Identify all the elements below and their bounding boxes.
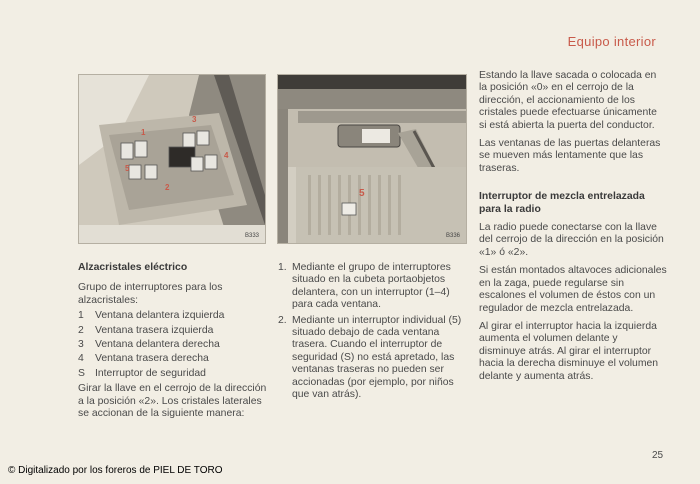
list-item: 4 Ventana trasera derecha — [78, 353, 209, 365]
numbered-item: 1. Mediante el grupo de interruptores situado en la cubeta portaobjetos delantera, con un interruptor (1–4) para cada ventana. — [278, 262, 451, 311]
callout-1: 1 — [141, 128, 146, 137]
switch-group-illustration — [79, 75, 265, 243]
figure-code-left: B333 — [245, 233, 260, 239]
intro-text: Grupo de interruptores para los alzacristales: — [78, 282, 223, 306]
scan-credit: © Digitalizado por los foreros de PIEL DE TORO — [8, 465, 223, 476]
section-title: Equipo interior — [567, 34, 656, 49]
column-3 — [479, 70, 667, 389]
callout-5: 5 — [125, 164, 130, 173]
numbered-item: 2. Mediante un interruptor individual (5) situado debajo de cada ventana trasera. Cuando el interruptor de seguridad (S) no está apretado, las ventanas traseras no pueden ser accionadas (por ejemplo, por niños que van atrás). — [278, 314, 462, 401]
list-item: 3 Ventana delantera derecha — [78, 339, 220, 351]
column-1 — [78, 262, 270, 426]
heading-window-lifter: Alzacristales eléctrico — [78, 262, 188, 273]
switch-group-photo — [78, 74, 266, 244]
list-item: 1 Ventana delantera izquierda — [78, 310, 225, 322]
rear-door-illustration — [278, 75, 466, 243]
paragraph: Al girar el interruptor hacia la izquierda aumenta el volumen delante y disminuye atrás. Al girar el interruptor hacia la derecha disminuye el volumen delante y aumenta atrás. — [479, 320, 659, 382]
heading-radio-fader: Interruptor de mezcla entrelazada para la radio — [479, 191, 645, 215]
key-instruction-text: Girar la llave en el cerrojo de la dirección a la posición «2». Los cristales laterales se accionan de la siguiente manera: — [78, 383, 267, 420]
paragraph: La radio puede conectarse con la llave del cerrojo de la dirección en la posición «1» ó «2». — [479, 222, 664, 258]
rear-door-switch-photo — [277, 74, 467, 244]
paragraph: Si están montados altavoces adicionales en la zaga, puede regularse sin escalones el volumen de éstos con un regulador de mezcla entrelazada. — [479, 265, 667, 314]
callout-3: 3 — [192, 115, 197, 124]
list-item: S Interruptor de seguridad — [78, 367, 206, 379]
list-item: 2 Ventana trasera izquierda — [78, 324, 214, 336]
figure-code-right: B336 — [446, 233, 461, 239]
callout-5: 5 — [359, 188, 365, 199]
switch-list — [78, 310, 270, 380]
paragraph: Las ventanas de las puertas delanteras se mueven más lentamente que las traseras. — [479, 138, 661, 174]
paragraph: Estando la llave sacada o colocada en la posición «0» en el cerrojo de la dirección, el accionamiento de los cristales puede efectuarse únicamente si está abierta la puerta del conductor. — [479, 70, 657, 131]
page-number: 25 — [652, 450, 664, 461]
callout-2: 2 — [165, 183, 170, 192]
callout-4: 4 — [224, 151, 229, 160]
column-2 — [278, 262, 468, 404]
